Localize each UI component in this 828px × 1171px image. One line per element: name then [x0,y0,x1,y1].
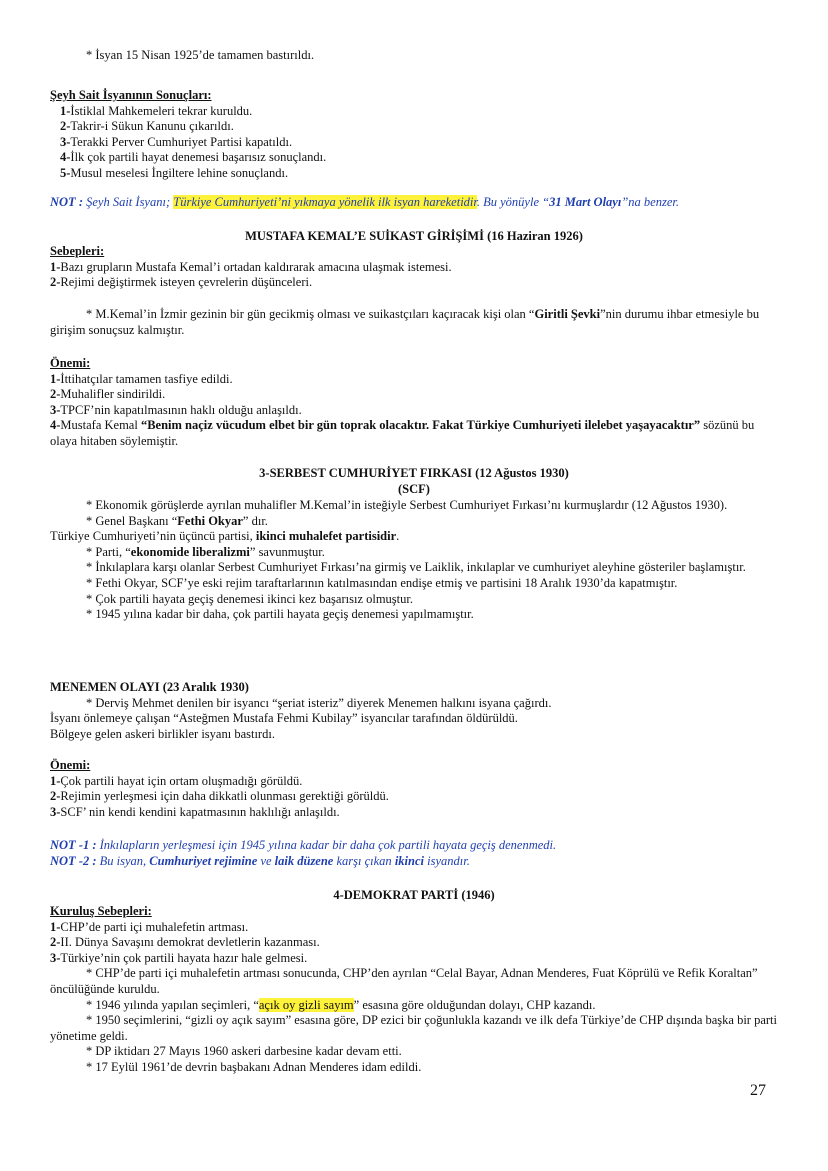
highlighted-text: açık oy gizli sayım [258,997,354,1012]
section-heading: Kuruluş Sebepleri: [50,904,152,918]
list-item: 1-İttihatçılar tamamen tasfiye edildi. [50,371,233,386]
highlighted-text: Türkiye Cumhuriyeti’ni yıkmaya yönelik ilk isyan hareketidir [173,195,477,209]
list-item: 2-Rejimin yerleşmesi için daha dikkatli olunması gerektiği görüldü. [50,789,389,804]
section-heading: Önemi: [50,758,91,772]
menemen-section: MENEMEN OLAYI (23 Aralık 1930) * Derviş Mehmet denilen bir isyancı “şeriat isteriz” diyerek Menemen halkını isyana çağırdı. İsyanı önlemeye çalışan “Asteğmen Mustafa Fehmi Kubilay” isyancılar tarafından öldürüldü. Bölgeye gelen askeri birlikler isyanı bastırdı. [50,680,778,742]
suikast-paragraph: * M.Kemal’in İzmir gezinin bir gün gecikmiş olması ve suikastçıları kaçıracak kişi olan “Giritli Şevki”nin durumu ihbar etmesiyle bu girişim sonuçsuz kalmıştır. [50,307,760,337]
menemen-importance [50,758,778,820]
list-item: 2-II. Dünya Savaşını demokrat devletlerin kazanması. [50,935,320,950]
page-number: 27 [750,1082,766,1099]
list-item: 1-Çok partili hayat için ortam oluşmadığı görüldü. [50,773,303,788]
menemen-notes: NOT -1 : İnkılapların yerleşmesi için 1945 yılına kadar bir daha çok partili hayata geçiş denenmedi. NOT -2 : Bu isyan, Cumhuriyet rejimine ve laik düzene karşı çıkan ikinci isyandır. [50,838,557,868]
list-item: 1-Bazı grupların Mustafa Kemal’i ortadan kaldırarak amacına ulaşmak istemesi. [50,259,452,274]
list-item: 3-SCF’ nin kendi kendini kapatmasının haklılığı anlaşıldı. [50,804,340,819]
section-heading: Sebepleri: [50,244,105,258]
list-item: 4-İlk çok partili hayat denemesi başarısız sonuçlandı. [60,150,327,165]
scf-body: * Ekonomik görüşlerde ayrılan muhalifler M.Kemal’in isteğiyle Serbest Cumhuriyet Fırkası’nı kurmuşlardır (12 Ağustos 1930). * Genel Başkanı “Fethi Okyar” dır. Türkiye Cumhuriyeti’nin üçüncü partisi, ikinci muhalefet partisidir. * Parti, “ekonomide liberalizmi” savunmuştur. * İnkılaplara karşı olanlar Serbest Cumhuriyet Fırkası’na girmiş ve Laiklik, inkılaplar ve cumhuriyet aleyhine gösteriler başlamıştır. * Fethi Okyar, SCF’ye eski rejim taraftarlarının katılmasından endişe etmiş ve partisini 18 Aralık 1930’da kapatmıştır. * Çok partili hayata geçiş denemesi ikinci kez başarısız olmuştur. * 1945 yılına kadar bir daha, çok partili hayata geçiş denemesi yapılmamıştır. [50,498,746,622]
suikast-title: MUSTAFA KEMAL’E SUİKAST GİRİŞİMİ (16 Haziran 1926) [245,229,583,243]
dp-title: 4-DEMOKRAT PARTİ (1946) [333,888,495,902]
section-heading: Şeyh Sait İsyanının Sonuçları: [50,88,212,102]
list-item: 1-İstiklal Mahkemeleri tekrar kuruldu. [60,103,253,118]
list-item: 3-Türkiye’nin çok partili hayata hazır hale gelmesi. [50,950,308,965]
seyh-sait-results [50,88,778,182]
seyh-sait-note: NOT : Şeyh Sait İsyanı; Türkiye Cumhuriyeti’ni yıkmaya yönelik ilk isyan hareketidir. Bu yönüyle “31 Mart Olayı”na benzer. [50,195,679,209]
list-item: 1-CHP’de parti içi muhalefetin artması. [50,919,249,934]
list-item: 2-Takrir-i Sükun Kanunu çıkarıldı. [60,119,234,134]
list-item: 3-TPCF’nin kapatılmasının haklı olduğu anlaşıldı. [50,402,302,417]
list-item: 2-Rejimi değiştirmek isteyen çevrelerin düşünceleri. [50,275,313,290]
suikast-importance [50,356,778,450]
list-item: 2-Muhalifler sindirildi. [50,387,166,402]
suikast-causes [50,244,778,291]
isyan-bastirildi-line: * İsyan 15 Nisan 1925’de tamamen bastırıldı. [86,48,315,62]
list-item: 5-Musul meselesi İngiltere lehine sonuçlandı. [60,165,289,180]
section-heading: Önemi: [50,356,91,370]
section-heading: MENEMEN OLAYI (23 Aralık 1930) [50,680,249,694]
list-item: 3-Terakki Perver Cumhuriyet Partisi kapatıldı. [60,134,293,149]
list-item: 4-Mustafa Kemal “Benim naçiz vücudum elbet bir gün toprak olacaktır. Fakat Türkiye Cumhuriyeti ilelebet yaşayacaktır” sözünü bu olaya hitaben söylemiştir. [50,418,755,448]
dp-causes: Kuruluş Sebepleri: 1-CHP’de parti içi muhalefetin artması. 2-II. Dünya Savaşını demokrat devletlerin kazanması. 3-Türkiye’nin çok partili hayata hazır hale gelmesi. * CHP’de parti içi muhalefetin artması sonucunda, CHP’den ayrılan “Celal Bayar, Adnan Menderes, Fuat Köprülü ve Refik Koraltan” öncülüğünde kuruldu. * 1946 yılında yapılan seçimleri, “açık oy gizli sayım” esasına göre olduğundan dolayı, CHP kazandı. * 1950 seçimlerini, “gizli oy açık sayım” esasına göre, DP ezici bir çoğunlukla kazandı ve ilk defa Türkiye’de CHP dışında başka bir parti yönetime geldi. * DP iktidarı 27 Mayıs 1960 askeri darbesine kadar devam etti. * 17 Eylül 1961’de devrin başbakanı Adnan Menderes idam edildi. [50,904,778,1074]
scf-title: 3-SERBEST CUMHURİYET FIRKASI (12 Ağustos 1930) (SCF) [259,466,569,496]
